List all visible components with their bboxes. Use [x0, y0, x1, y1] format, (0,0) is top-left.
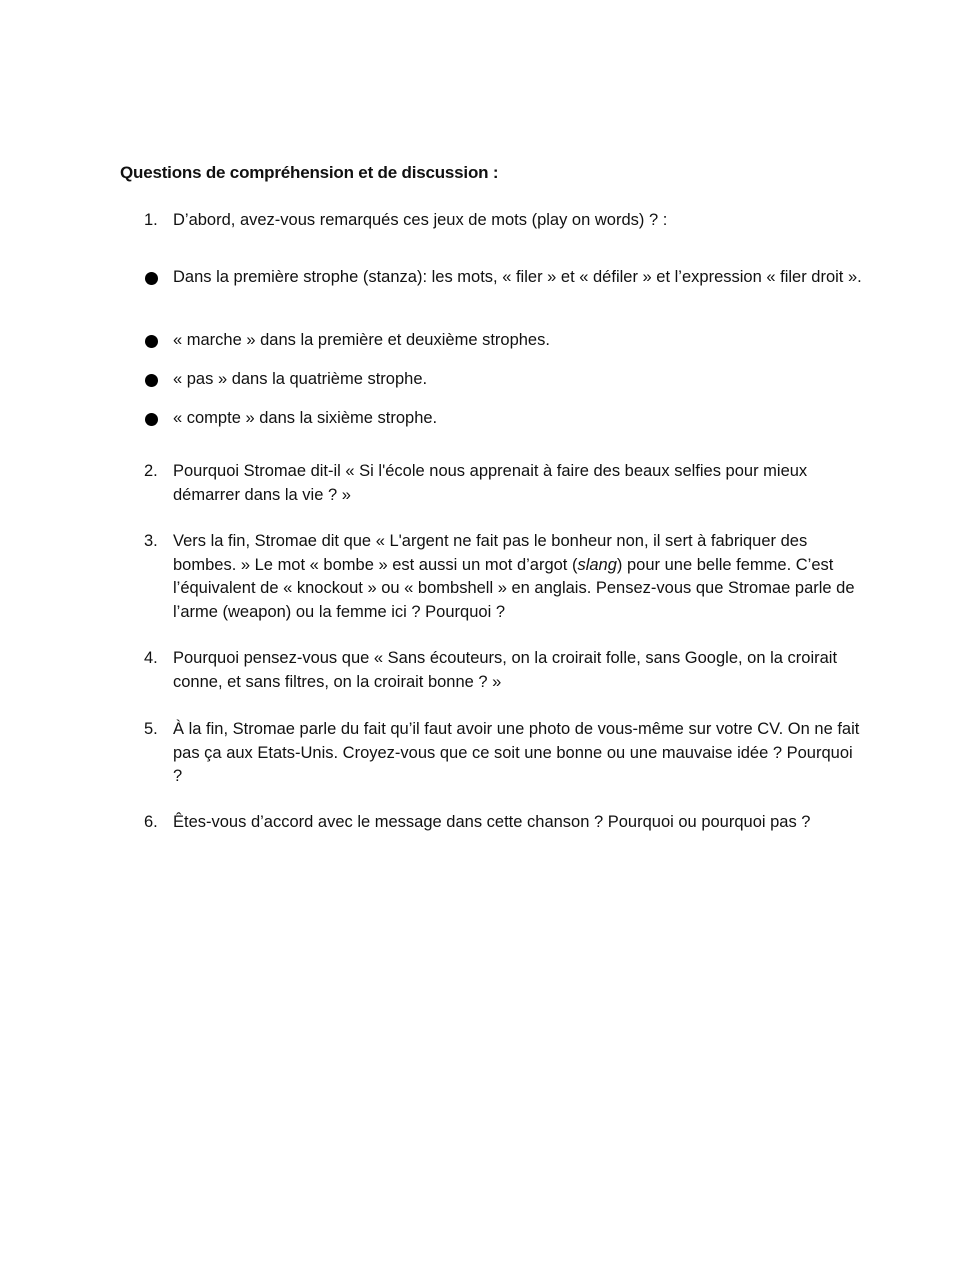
- question-5: [144, 718, 866, 789]
- bullet-text: « compte » dans la sixième strophe.: [173, 409, 438, 427]
- question-text-part: ) pour une belle femme. C’est l’équivalent de « knockout » ou « bombshell » en anglais. Pensez-vous que Stromae parle de l’arme (weapon) ou la femme ici ? Pourquoi ?: [173, 555, 855, 621]
- question-text: D’abord, avez-vous remarqués ces jeux de mots (play on words) ? :: [173, 211, 668, 229]
- bullet-item: [144, 404, 866, 433]
- question-text: Pourquoi pensez-vous que « Sans écouteurs, on la croirait folle, sans Google, on la croirait conne, et sans filtres, on la croirait bonne ? »: [173, 649, 838, 691]
- question-text: [173, 530, 866, 624]
- question-3: [144, 530, 866, 624]
- bullet-icon: [145, 374, 158, 387]
- question-number: 6.: [144, 813, 158, 831]
- bullet-item: [144, 263, 866, 292]
- question-text: Pourquoi Stromae dit-il « Si l'école nous apprenait à faire des beaux selfies pour mieux démarrer dans la vie ? »: [173, 462, 808, 504]
- section-heading: Questions de compréhension et de discussion :: [120, 163, 499, 182]
- question-text: À la fin, Stromae parle du fait qu’il faut avoir une photo de vous-même sur votre CV. On ne fait pas ça aux Etats-Unis. Croyez-vous que ce soit une bonne ou une mauvaise idée ? Pourquoi ?: [173, 720, 860, 785]
- question-number: 1.: [144, 211, 158, 229]
- question-2: [144, 460, 866, 507]
- bullet-text: « marche » dans la première et deuxième strophes.: [173, 331, 550, 349]
- bullet-text: « pas » dans la quatrième strophe.: [173, 370, 428, 388]
- bullet-icon: [145, 335, 158, 348]
- question-4: [144, 647, 866, 694]
- bullet-item: [144, 326, 866, 355]
- bullet-icon: [145, 413, 158, 426]
- bullet-text: Dans la première strophe (stanza): les mots, « filer » et « défiler » et l’expression « filer droit ».: [173, 268, 862, 286]
- question-text: Êtes-vous d’accord avec le message dans cette chanson ? Pourquoi ou pourquoi pas ?: [173, 813, 811, 831]
- italic-term: slang: [577, 555, 617, 574]
- bullet-item: [144, 365, 866, 394]
- question-1: [144, 209, 866, 233]
- question-number: 2.: [144, 462, 158, 480]
- question-number: 5.: [144, 720, 158, 738]
- question-number: 4.: [144, 649, 158, 667]
- question-text-part: Vers la fin, Stromae dit que « L'argent ne fait pas le bonheur non, il sert à fabriquer des bombes. » Le mot « bombe » est aussi un mot d’argot (: [173, 532, 808, 574]
- question-number: 3.: [144, 532, 158, 550]
- question-6: [144, 811, 866, 835]
- bullet-icon: [145, 272, 158, 285]
